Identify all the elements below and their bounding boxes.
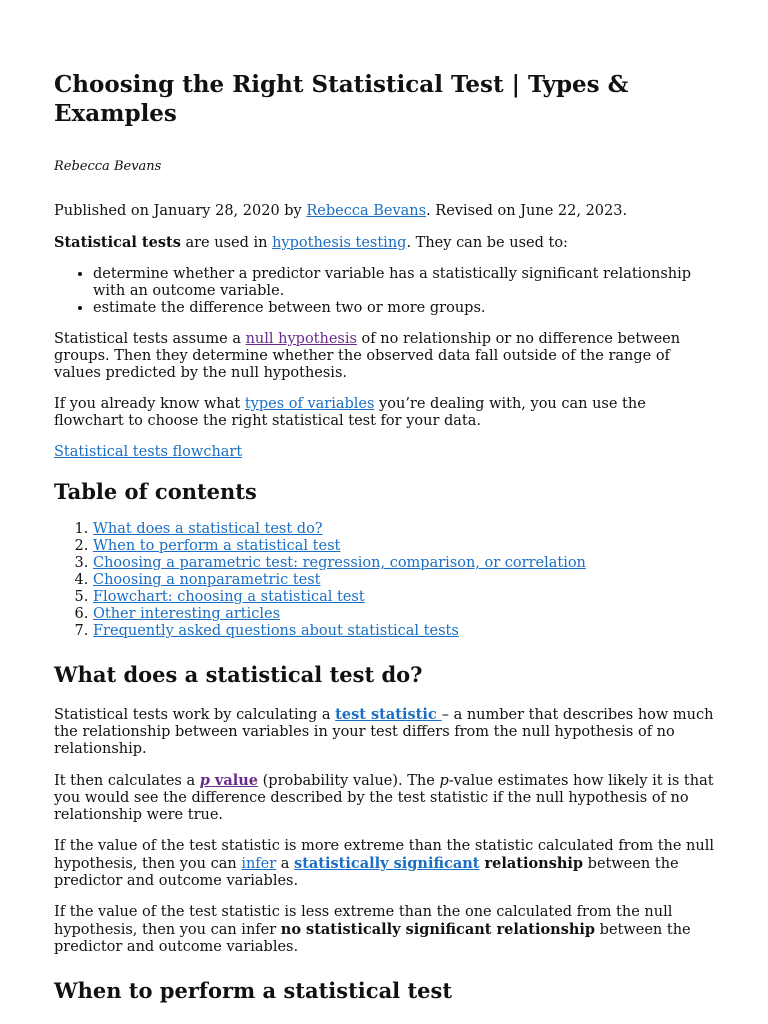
toc-heading: Table of contents <box>54 479 257 504</box>
uses-list <box>54 266 714 317</box>
infer-link[interactable]: infer <box>241 856 277 872</box>
toc-link-6[interactable]: Other interesting articles <box>93 606 281 622</box>
toc-link-7[interactable]: Frequently asked questions about statistical tests <box>93 623 459 639</box>
know-paragraph: If you already know what types of variables you’re dealing with, you can use the flowchart to choose the right statistical test for your data. <box>54 396 646 429</box>
author-byline: Rebecca Bevans <box>54 159 162 174</box>
table-of-contents <box>54 521 714 640</box>
flowchart-link[interactable]: Statistical tests flowchart <box>54 444 243 460</box>
types-of-variables-link[interactable]: types of variables <box>244 396 375 412</box>
assume-paragraph: Statistical tests assume a null hypothesis of no relationship or no difference between groups. Then they determine whether the observed data fall outside of the range of values predicted by the null hypothesis. <box>54 331 681 381</box>
test-statistic-link[interactable]: test statistic <box>335 706 442 723</box>
toc-item <box>93 521 714 538</box>
list-item: • estimate the difference between two or more groups. <box>93 300 714 317</box>
toc-item <box>93 538 714 555</box>
intro-paragraph: Statistical tests are used in hypothesis testing. They can be used to: <box>54 234 568 251</box>
toc-item <box>93 555 714 572</box>
test-statistic-paragraph: Statistical tests work by calculating a test statistic – a number that describes how much the relationship between variables in your test differs from the null hypothesis of no relationship. <box>54 706 714 757</box>
page-title: Choosing the Right Statistical Test | Types & Examples <box>54 71 629 127</box>
p-value-link[interactable]: p value <box>199 772 259 789</box>
less-extreme-paragraph: If the value of the test statistic is less extreme than the one calculated from the null hypothesis, then you can infer no statistically significant relationship between the predictor and outcome variables. <box>54 904 691 955</box>
author-link[interactable]: Rebecca Bevans <box>306 203 427 219</box>
toc-link-3[interactable]: Choosing a parametric test: regression, comparison, or correlation <box>93 555 586 571</box>
flowchart-paragraph <box>54 444 714 461</box>
toc-link-1[interactable]: What does a statistical test do? <box>93 521 323 537</box>
hypothesis-testing-link[interactable]: hypothesis testing <box>272 235 407 251</box>
published-line: Published on January 28, 2020 by Rebecca Bevans. Revised on June 22, 2023. <box>54 203 628 219</box>
p-value-paragraph: It then calculates a p value (probability value). The p-value estimates how likely it is that you would see the difference described by the test statistic if the null hypothesis of no relationship were true. <box>54 772 714 823</box>
toc-link-5[interactable]: Flowchart: choosing a statistical test <box>93 589 365 605</box>
null-hypothesis-link[interactable]: null hypothesis <box>245 331 357 347</box>
toc-item <box>93 606 714 623</box>
toc-item <box>93 589 714 606</box>
toc-item <box>93 623 714 640</box>
section-heading-when-to-perform: When to perform a statistical test <box>54 978 453 1003</box>
toc-link-2[interactable]: When to perform a statistical test <box>93 538 341 554</box>
extreme-paragraph: If the value of the test statistic is more extreme than the statistic calculated from the null hypothesis, then you can infer a statistically significant relationship between the predictor and outcome variables. <box>54 838 715 889</box>
list-item: • determine whether a predictor variable has a statistically significant relationship with an outcome variable. <box>93 266 714 300</box>
toc-item <box>93 572 714 589</box>
toc-link-4[interactable]: Choosing a nonparametric test <box>93 572 321 588</box>
section-heading-what-does: What does a statistical test do? <box>54 662 423 687</box>
statistically-significant-link[interactable]: statistically significant <box>294 855 480 872</box>
